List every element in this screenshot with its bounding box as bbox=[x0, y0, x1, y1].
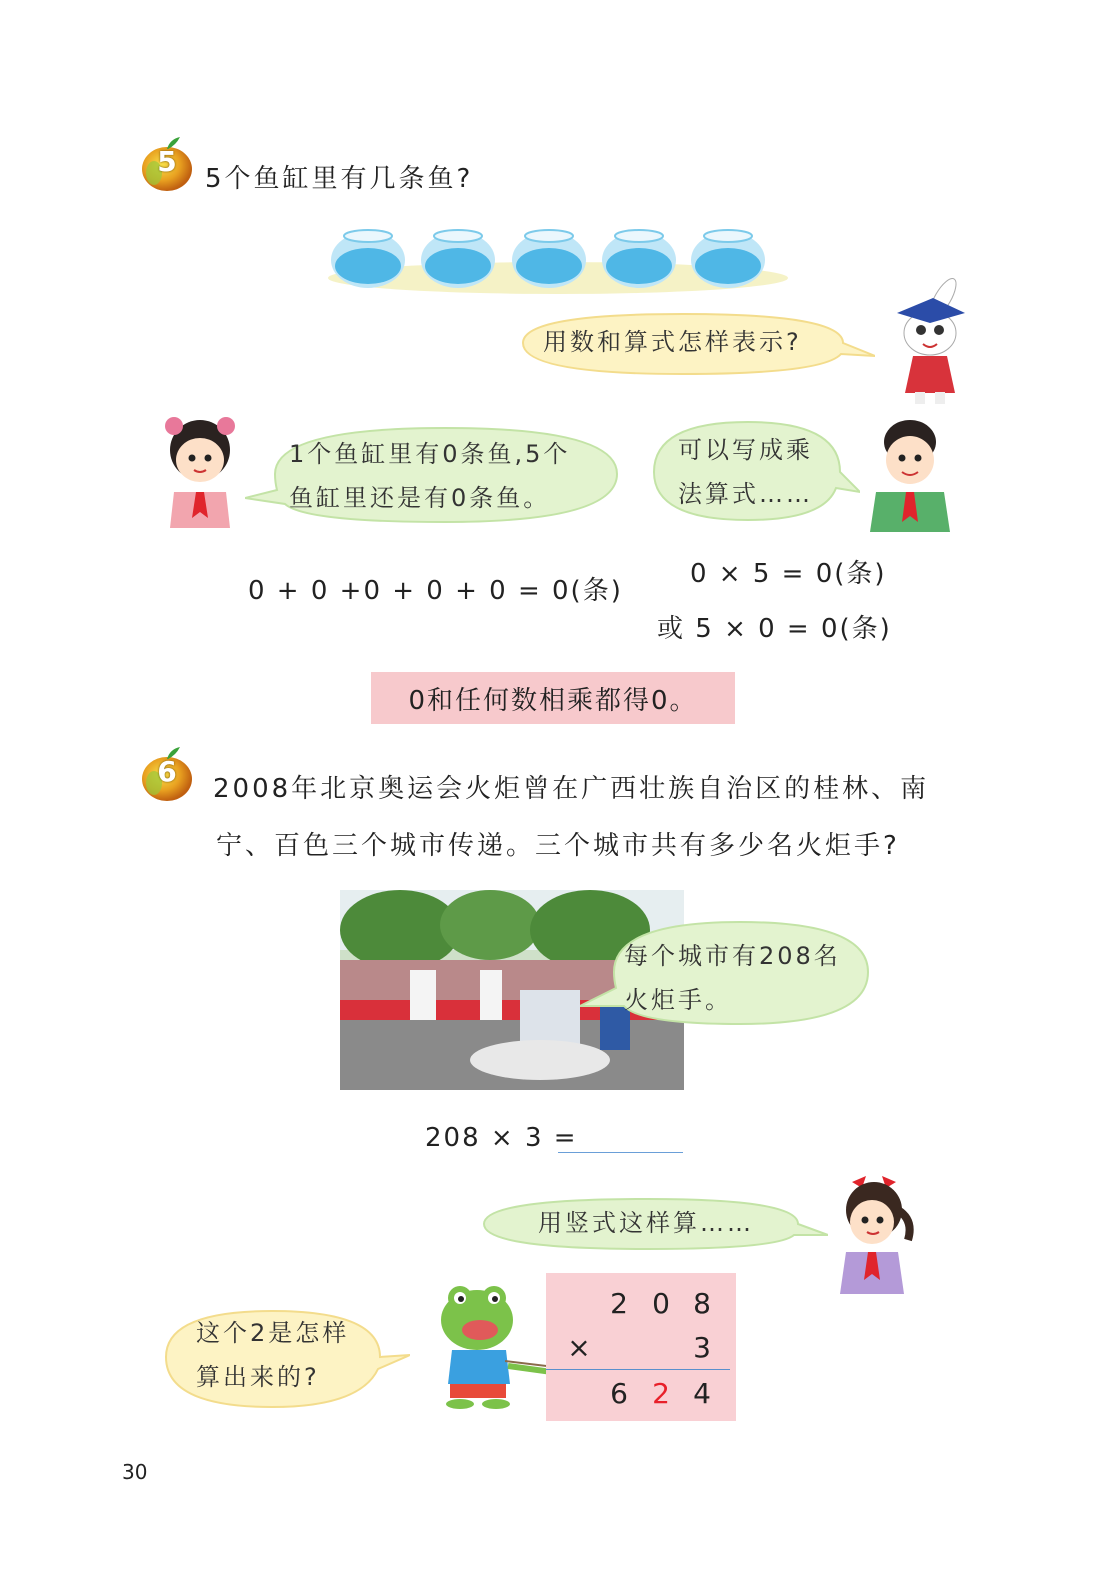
problem-5-question: 5个鱼缸里有几条鱼? bbox=[205, 164, 474, 194]
rabbit-speech-bubble bbox=[503, 308, 875, 378]
multiplication-equation-1: 0 × 5 = 0(条) bbox=[690, 559, 887, 589]
multiplication-equation-208x3: 208 × 3 = bbox=[425, 1123, 578, 1153]
photo-speech-bubble bbox=[580, 910, 872, 1032]
fish-bowl-4 bbox=[602, 230, 676, 288]
boy-character-icon bbox=[866, 410, 952, 534]
boy-bubble-line-1: 可以写成乘 bbox=[678, 436, 813, 464]
problem-6-question-line-1: 2008年北京奥运会火炬曾在广西壮族自治区的桂林、南 bbox=[213, 774, 930, 804]
girl2-speech-bubble bbox=[478, 1195, 828, 1253]
girl-character-icon bbox=[160, 408, 240, 534]
addition-equation: 0 + 0 +0 + 0 + 0 = 0(条) bbox=[248, 576, 623, 606]
product-digit-tens: 2 bbox=[652, 1377, 670, 1410]
boy-bubble-line-2: 法算式…… bbox=[678, 480, 813, 508]
multiplier-digit: 3 bbox=[693, 1331, 711, 1364]
vertical-divider-line bbox=[546, 1369, 730, 1370]
multiplicand-digit-ones: 8 bbox=[693, 1287, 711, 1320]
girl-bubble-line-1: 1个鱼缸里有0条鱼,5个 bbox=[289, 440, 571, 468]
fish-bowl-1 bbox=[331, 230, 405, 288]
rabbit-bubble-text: 用数和算式怎样表示? bbox=[543, 328, 802, 356]
page-number: 30 bbox=[122, 1460, 148, 1484]
frog-bubble-line-2: 算出来的? bbox=[196, 1363, 320, 1391]
multiplication-equation-2: 或 5 × 0 = 0(条) bbox=[657, 614, 892, 644]
frog-character-icon bbox=[432, 1280, 552, 1410]
problem-5-number: 5 bbox=[157, 145, 177, 178]
girl2-character-icon bbox=[832, 1170, 916, 1298]
rule-text: 0和任何数相乘都得0。 bbox=[408, 686, 698, 716]
problem-6-question-line-2: 宁、百色三个城市传递。三个城市共有多少名火炬手? bbox=[216, 831, 900, 861]
product-digit-hundreds: 6 bbox=[610, 1377, 628, 1410]
girl2-bubble-text: 用竖式这样算…… bbox=[538, 1209, 754, 1237]
boy-speech-bubble bbox=[648, 412, 860, 528]
frog-bubble-line-1: 这个2是怎样 bbox=[196, 1319, 350, 1347]
product-digit-ones: 4 bbox=[693, 1377, 711, 1410]
rule-highlight-box bbox=[371, 672, 735, 724]
multiplicand-digit-tens: 0 bbox=[652, 1287, 670, 1320]
multiplication-operator: × bbox=[567, 1331, 591, 1364]
problem-6-number: 6 bbox=[157, 755, 177, 788]
answer-blank[interactable] bbox=[558, 1152, 683, 1153]
frog-speech-bubble bbox=[160, 1303, 410, 1411]
girl-bubble-line-2: 鱼缸里还是有0条鱼。 bbox=[289, 484, 551, 512]
fish-bowl-5 bbox=[691, 230, 765, 288]
problem-5-apple-icon bbox=[140, 135, 194, 191]
photo-bubble-line-2: 火炬手。 bbox=[624, 986, 732, 1014]
fish-bowl-2 bbox=[421, 230, 495, 288]
rabbit-character-icon bbox=[885, 278, 975, 408]
girl-speech-bubble bbox=[245, 418, 625, 530]
photo-bubble-line-1: 每个城市有208名 bbox=[624, 942, 841, 970]
fish-bowl-3 bbox=[512, 230, 586, 288]
fish-bowls-illustration bbox=[318, 222, 798, 298]
vertical-multiplication-box bbox=[546, 1273, 736, 1421]
problem-6-apple-icon bbox=[140, 745, 194, 801]
multiplicand-digit-hundreds: 2 bbox=[610, 1287, 628, 1320]
